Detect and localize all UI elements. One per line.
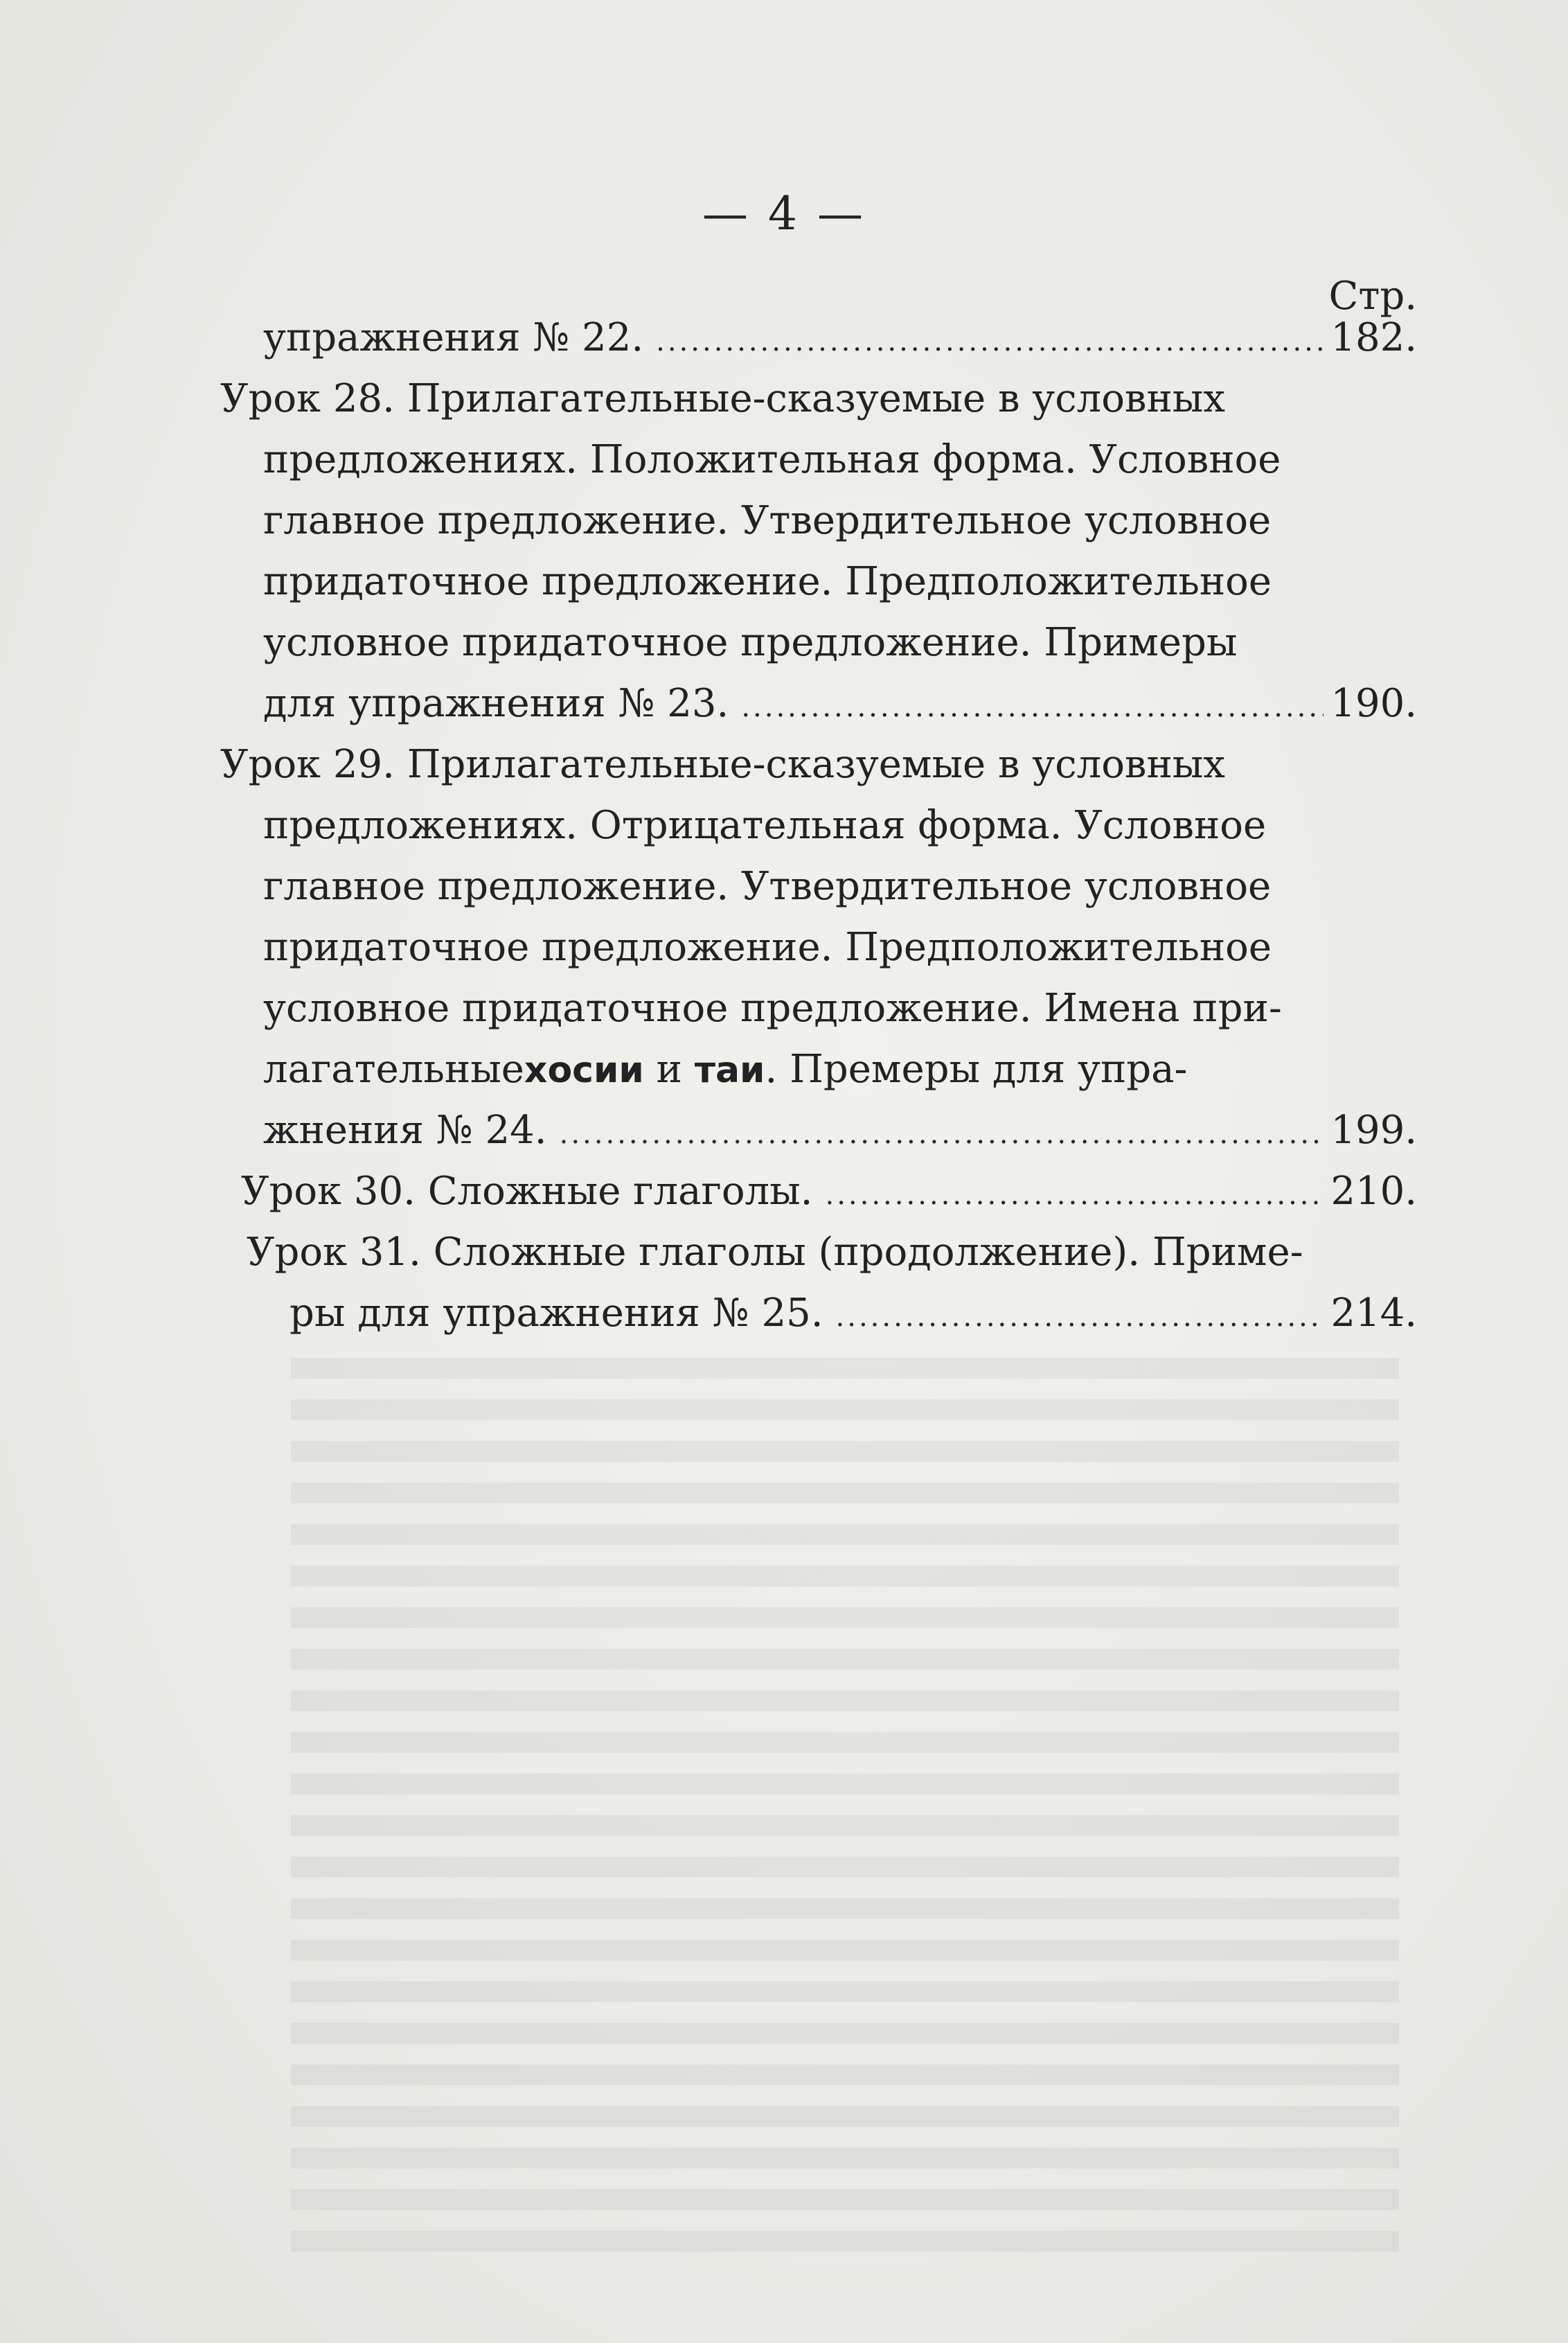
- toc-entry-text: ры для упражнения № 25.: [289, 1291, 823, 1336]
- toc-entry-text: Урок 30. Сложные глаголы.: [241, 1169, 813, 1214]
- bold-term: таи: [694, 1050, 765, 1091]
- toc-page-ref: 199.: [1330, 1108, 1417, 1153]
- toc-entry-lesson-28: [220, 376, 1417, 437]
- toc-entry-lesson-29: [220, 742, 1417, 803]
- toc-entry-line: [220, 925, 1417, 986]
- table-of-contents: [220, 315, 1417, 1352]
- toc-entry-continuation: [220, 315, 1417, 376]
- toc-entry-text: условное придаточное предложение. Примеры: [263, 620, 1238, 665]
- page-column-header: Стр.: [1328, 274, 1417, 319]
- toc-page-ref: 190.: [1330, 681, 1417, 726]
- leader-dots: [741, 691, 1324, 723]
- toc-entry-line: [220, 681, 1417, 742]
- leader-dots: [656, 326, 1324, 357]
- toc-page-ref: 210.: [1330, 1169, 1417, 1214]
- toc-entry-text: Урок 28. Прилагательные-сказуемые в условных: [220, 376, 1225, 421]
- toc-entry-text: придаточное предложение. Предположительное: [263, 559, 1272, 604]
- toc-entry-line: [220, 1047, 1417, 1108]
- toc-entry-text: главное предложение. Утвердительное условное: [263, 498, 1272, 543]
- toc-entry-text: предложениях. Положительная форма. Условное: [263, 437, 1281, 482]
- toc-entry-line: [220, 803, 1417, 864]
- toc-entry-text: Урок 29. Прилагательные-сказуемые в условных: [220, 742, 1225, 787]
- toc-entry-text: лагательные: [263, 1047, 524, 1092]
- toc-entry-line: [220, 559, 1417, 620]
- toc-entry-text: жнения № 24.: [263, 1108, 547, 1153]
- bold-term: хосии: [524, 1050, 644, 1091]
- toc-page-ref: 214.: [1330, 1291, 1417, 1336]
- toc-entry-line: [220, 498, 1417, 559]
- toc-entry-lesson-31: [220, 1230, 1417, 1291]
- page-number: — 4 —: [702, 187, 866, 240]
- toc-entry-line: [220, 864, 1417, 925]
- toc-entry-text: предложениях. Отрицательная форма. Условное: [263, 803, 1267, 848]
- toc-entry-text: придаточное предложение. Предположительное: [263, 925, 1272, 970]
- toc-entry-text: Урок 31. Сложные глаголы (продолжение). Приме-: [247, 1230, 1303, 1275]
- toc-entry-text: и: [643, 1047, 695, 1092]
- toc-entry-line: [220, 1108, 1417, 1169]
- toc-entry-line: [220, 986, 1417, 1047]
- toc-entry-line: [220, 437, 1417, 498]
- toc-entry-text: условное придаточное предложение. Имена при-: [263, 986, 1282, 1031]
- toc-entry-line: [220, 1291, 1417, 1352]
- toc-entry-text: . Премеры для упра-: [765, 1047, 1188, 1092]
- show-through-text: [291, 1358, 1399, 2258]
- toc-page-ref: 182.: [1330, 315, 1417, 360]
- toc-entry-lesson-30: [220, 1169, 1417, 1230]
- leader-dots: [825, 1179, 1324, 1211]
- toc-entry-line: [220, 620, 1417, 681]
- toc-entry-text: для упражнения № 23.: [263, 681, 729, 726]
- toc-entry-text: упражнения № 22.: [263, 315, 644, 360]
- leader-dots: [836, 1301, 1324, 1333]
- leader-dots: [560, 1118, 1324, 1150]
- toc-entry-text: главное предложение. Утвердительное условное: [263, 864, 1272, 909]
